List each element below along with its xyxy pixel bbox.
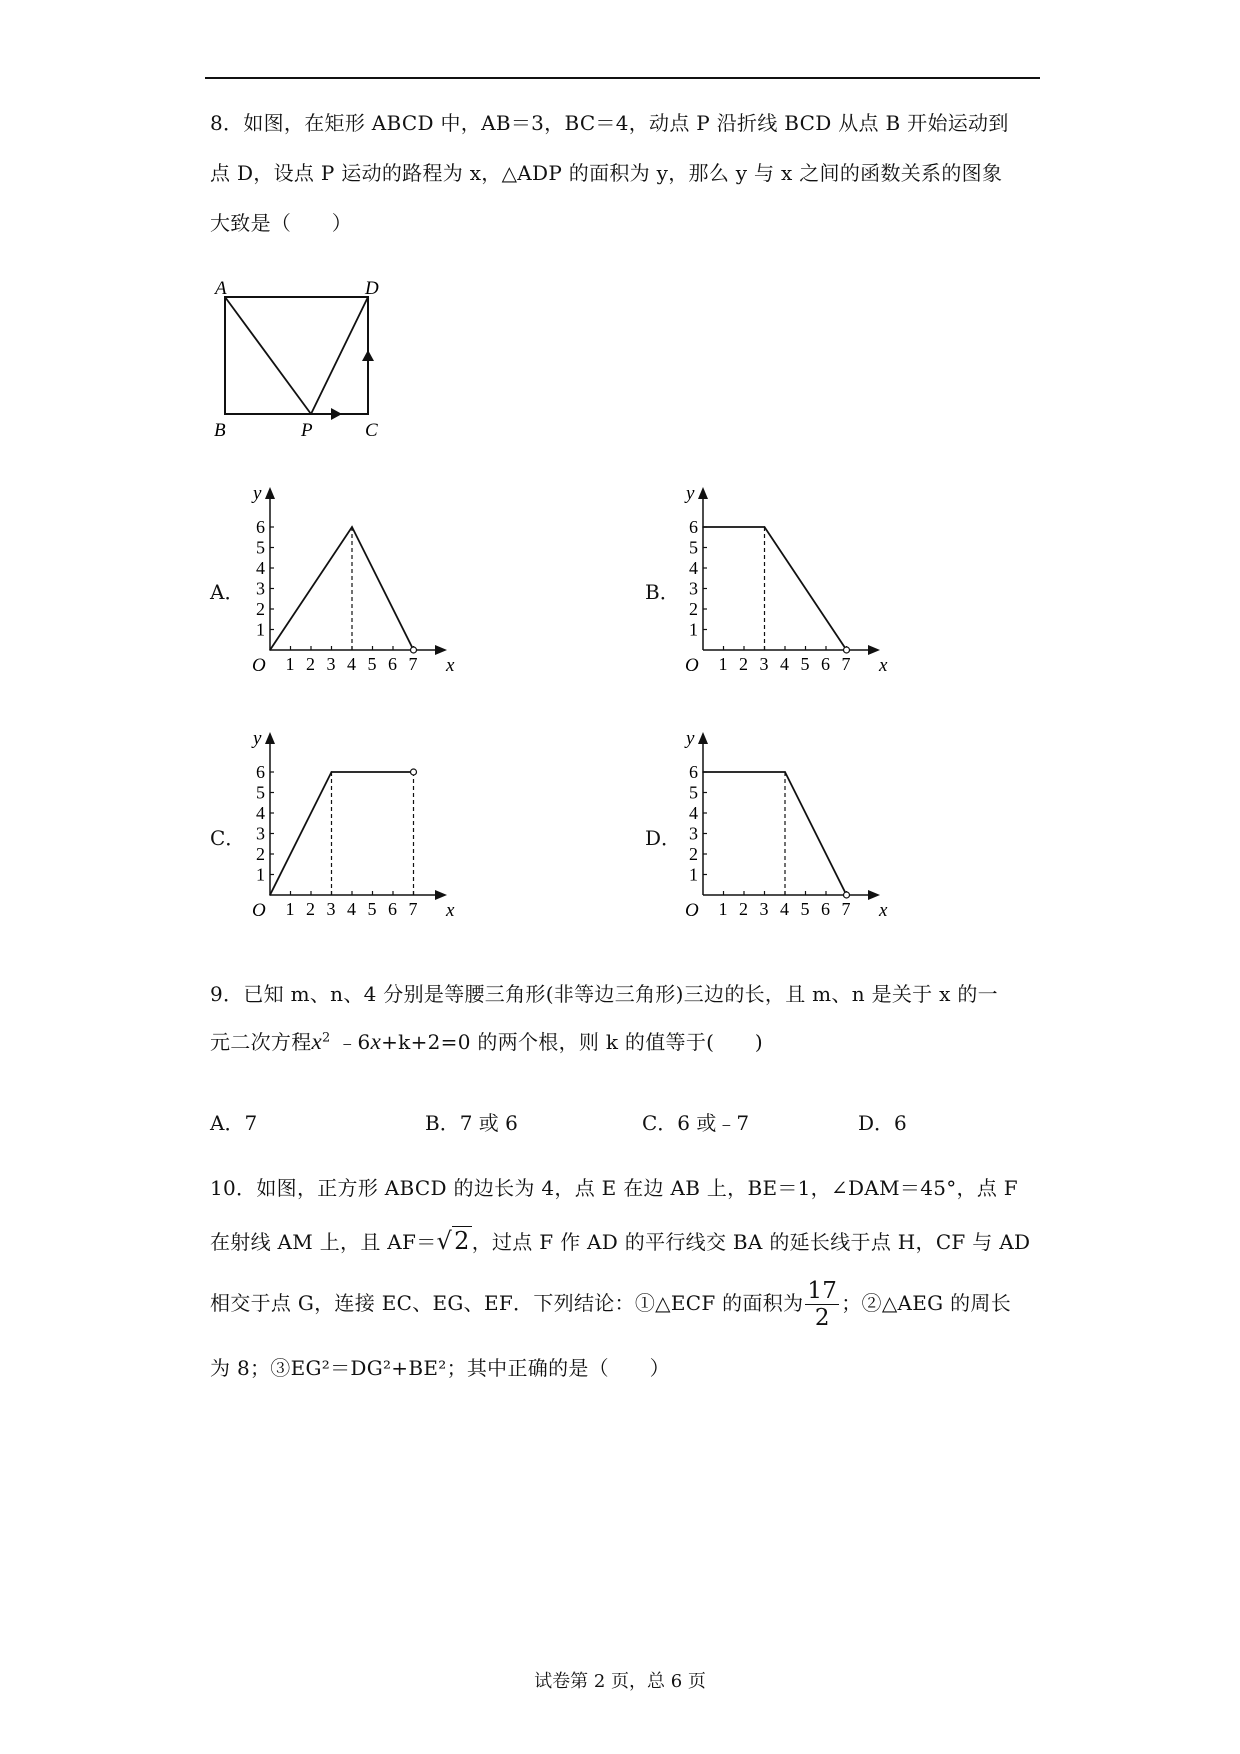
x-tick-label: 4 <box>347 654 356 674</box>
series-line <box>270 527 414 650</box>
x-tick-label: 7 <box>841 654 851 674</box>
data-point <box>331 771 333 773</box>
data-point <box>269 894 271 896</box>
label-c: C <box>365 420 378 440</box>
label-a: A <box>215 278 227 299</box>
q9-var-x: x <box>311 1029 323 1054</box>
y-tick-label: 4 <box>256 558 265 578</box>
data-point <box>702 771 704 773</box>
x-tick-label: 5 <box>367 654 377 674</box>
sqrt-value: 2 <box>454 1227 470 1255</box>
y-tick-label: 3 <box>689 823 698 844</box>
q10-line-4: 为 8；③EG²＝DG²+BE²；其中正确的是（ ） <box>210 1356 670 1380</box>
y-tick-label: 1 <box>689 619 698 640</box>
option-d-label: D． <box>645 826 682 850</box>
x-axis-label: x <box>879 655 888 676</box>
y-tick-label: 3 <box>689 578 698 599</box>
y-tick-label: 4 <box>256 803 265 823</box>
q10-line-2 <box>210 1226 1030 1255</box>
y-tick-label: 4 <box>689 558 698 578</box>
header-rule <box>205 77 1040 79</box>
q10-l2-post: ，过点 F 作 AD 的平行线交 BA 的延长线于点 H，CF 与 AD <box>471 1230 1031 1254</box>
series-line <box>703 527 847 650</box>
y-axis-arrow-icon <box>265 487 275 499</box>
q9-line-1: 9．已知 m、n、4 分别是等腰三角形(非等边三角形)三边的长，且 m、n 是关于 x 的一 <box>210 982 998 1006</box>
origin-label: O <box>685 900 699 921</box>
y-tick-label: 3 <box>256 578 265 599</box>
y-tick-label: 5 <box>689 537 698 558</box>
x-tick-label: 7 <box>408 899 418 919</box>
y-tick-label: 6 <box>256 762 265 782</box>
segment-ap <box>225 297 311 414</box>
y-axis-arrow-icon <box>265 732 275 744</box>
x-tick-label: 1 <box>285 899 295 919</box>
y-tick-label: 5 <box>256 782 265 803</box>
y-tick-label: 2 <box>689 599 698 619</box>
q9-eq-pre: 元二次方程 <box>210 1030 312 1054</box>
x-axis-label: x <box>446 900 455 921</box>
y-tick-label: 4 <box>689 803 698 823</box>
x-tick-label: 5 <box>800 654 810 674</box>
x-tick-label: 1 <box>718 899 728 919</box>
x-axis-arrow-icon <box>868 890 880 900</box>
data-point <box>351 526 353 528</box>
q10-line-3 <box>210 1278 1011 1331</box>
sqrt-sym: √ <box>436 1227 453 1255</box>
x-tick-label: 2 <box>306 899 315 919</box>
chart-option-c <box>248 730 468 930</box>
y-axis-arrow-icon <box>698 732 708 744</box>
q10-line-1: 10．如图，正方形 ABCD 的边长为 4，点 E 在边 AB 上，BE＝1，∠DAM＝45°，点 F <box>210 1176 1018 1200</box>
label-d: D <box>365 278 379 299</box>
data-point <box>784 771 786 773</box>
sqrt-icon <box>437 1226 472 1255</box>
q9-option-b: B．7 或 6 <box>425 1111 518 1135</box>
q9-minus6: ﹣6 <box>330 1030 371 1054</box>
x-tick-label: 3 <box>326 899 336 919</box>
q9-option-c: C．6 或﹣7 <box>642 1111 750 1135</box>
x-tick-label: 6 <box>821 899 830 919</box>
x-axis-label: x <box>879 900 888 921</box>
x-tick-label: 7 <box>841 899 851 919</box>
label-b: B <box>214 420 226 440</box>
label-p: P <box>301 420 313 440</box>
x-tick-label: 6 <box>388 899 397 919</box>
segment-pd <box>311 297 368 414</box>
open-endpoint <box>844 892 850 898</box>
y-tick-label: 1 <box>256 864 265 885</box>
data-point <box>764 526 766 528</box>
y-axis-label: y <box>253 730 262 749</box>
q8-line-3: 大致是（ ） <box>210 211 353 235</box>
x-tick-label: 5 <box>800 899 810 919</box>
arrow-up-icon <box>362 350 374 361</box>
y-tick-label: 6 <box>256 517 265 537</box>
chart-option-b <box>681 485 901 685</box>
y-tick-label: 2 <box>256 599 265 619</box>
x-axis-arrow-icon <box>435 645 447 655</box>
frac-numerator: 17 <box>807 1278 838 1304</box>
q9-eq-post: +k+2=0 的两个根，则 k 的值等于( ) <box>381 1030 763 1054</box>
x-tick-label: 7 <box>408 654 418 674</box>
x-tick-label: 3 <box>759 899 769 919</box>
q10-l3-post: ；②△AEG 的周长 <box>841 1291 1012 1315</box>
frac-denominator: 2 <box>814 1305 830 1331</box>
y-tick-label: 6 <box>689 517 698 537</box>
open-endpoint <box>844 647 850 653</box>
arrow-right-icon <box>331 408 342 420</box>
series-line <box>703 772 847 895</box>
rect-abcd <box>225 297 368 414</box>
y-axis-label: y <box>253 485 262 504</box>
option-a-label: A． <box>210 580 245 604</box>
y-tick-label: 2 <box>256 844 265 864</box>
x-tick-label: 6 <box>388 654 397 674</box>
y-axis-arrow-icon <box>698 487 708 499</box>
q9-option-a: A．7 <box>210 1111 258 1135</box>
x-tick-label: 3 <box>326 654 336 674</box>
page-footer: 试卷第 2 页，总 6 页 <box>534 1671 706 1692</box>
series-line <box>270 772 414 895</box>
x-axis-arrow-icon <box>868 645 880 655</box>
data-point <box>702 526 704 528</box>
chart-option-d <box>681 730 901 930</box>
y-tick-label: 1 <box>689 864 698 885</box>
y-tick-label: 5 <box>256 537 265 558</box>
open-endpoint <box>411 769 417 775</box>
x-tick-label: 6 <box>821 654 830 674</box>
x-tick-label: 2 <box>306 654 315 674</box>
data-point <box>269 649 271 651</box>
y-axis-label: y <box>686 485 695 504</box>
rectangle-figure <box>205 270 405 440</box>
origin-label: O <box>685 655 699 676</box>
fraction <box>805 1278 839 1331</box>
option-c-label: C． <box>210 826 246 850</box>
y-tick-label: 2 <box>689 844 698 864</box>
q10-l3-pre: 相交于点 G，连接 EC、EG、EF．下列结论：①△ECF 的面积为 <box>210 1291 804 1315</box>
origin-label: O <box>252 655 266 676</box>
y-tick-label: 1 <box>256 619 265 640</box>
x-tick-label: 1 <box>285 654 295 674</box>
x-tick-label: 4 <box>780 654 789 674</box>
x-tick-label: 2 <box>739 654 748 674</box>
q9-line-2 <box>210 1026 763 1055</box>
x-axis-label: x <box>446 655 455 676</box>
y-tick-label: 5 <box>689 782 698 803</box>
q9-var-x2: x <box>370 1029 382 1054</box>
x-tick-label: 1 <box>718 654 728 674</box>
x-tick-label: 5 <box>367 899 377 919</box>
x-tick-label: 4 <box>780 899 789 919</box>
q9-exponent: 2 <box>322 1030 331 1046</box>
y-tick-label: 6 <box>689 762 698 782</box>
y-axis-label: y <box>686 730 695 749</box>
q10-l2-pre: 在射线 AM 上，且 AF＝ <box>210 1230 437 1254</box>
q8-line-2: 点 D，设点 P 运动的路程为 x，△ADP 的面积为 y，那么 y 与 x 之间的函数关系的图象 <box>210 161 1003 185</box>
option-b-label: B． <box>645 580 680 604</box>
origin-label: O <box>252 900 266 921</box>
x-tick-label: 4 <box>347 899 356 919</box>
x-tick-label: 3 <box>759 654 769 674</box>
x-axis-arrow-icon <box>435 890 447 900</box>
y-tick-label: 3 <box>256 823 265 844</box>
open-endpoint <box>411 647 417 653</box>
chart-option-a <box>248 485 468 685</box>
x-tick-label: 2 <box>739 899 748 919</box>
q8-line-1: 8．如图，在矩形 ABCD 中，AB＝3，BC＝4，动点 P 沿折线 BCD 从点 B 开始运动到 <box>210 111 1009 135</box>
q9-option-d: D．6 <box>858 1111 907 1135</box>
